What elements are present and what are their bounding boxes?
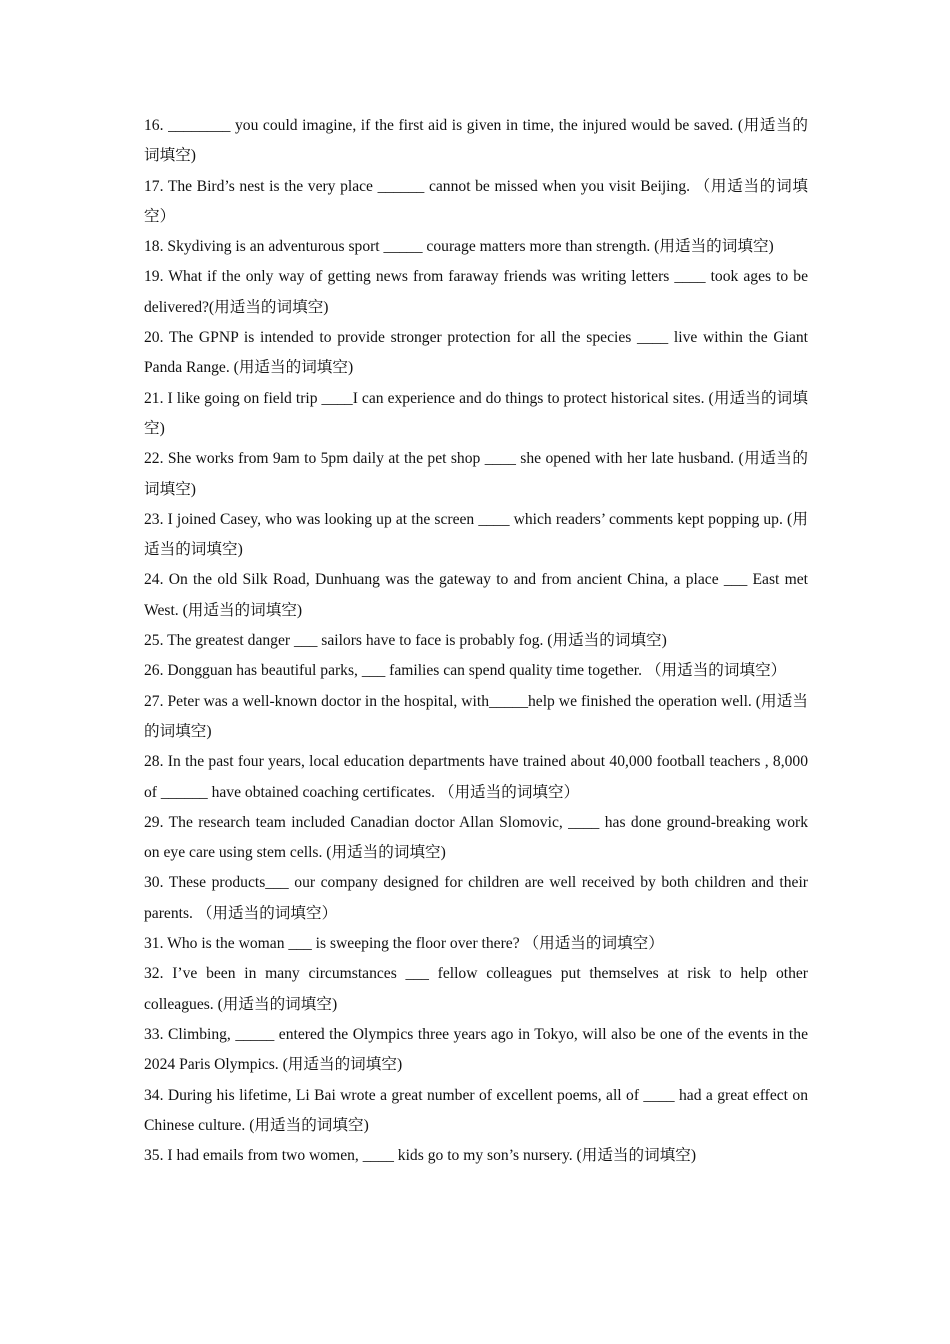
- question-text: Peter was a well-known doctor in the hospital, with_____help we finished the operation well. (用适当的词填空): [144, 692, 808, 740]
- question-item: [144, 323, 808, 384]
- question-item: [144, 1141, 808, 1171]
- question-number: 31.: [144, 935, 164, 953]
- question-item: [144, 384, 808, 445]
- question-item: [144, 808, 808, 869]
- question-text: During his lifetime, Li Bai wrote a great number of excellent poems, all of ____ had a great effect on Chinese culture. (用适当的词填空): [144, 1086, 808, 1134]
- question-number: 22.: [144, 450, 164, 468]
- question-number: 29.: [144, 813, 164, 831]
- question-number: 17.: [144, 177, 164, 195]
- question-text: I like going on field trip ____I can experience and do things to protect historical sites. (用适当的词填空): [144, 389, 808, 437]
- question-item: [144, 172, 808, 233]
- question-item: [144, 868, 808, 929]
- question-text: Who is the woman ___ is sweeping the floor over there? （用适当的词填空）: [167, 935, 664, 953]
- question-text: She works from 9am to 5pm daily at the pet shop ____ she opened with her late husband. (用适当的词填空): [144, 450, 808, 498]
- question-item: [144, 959, 808, 1020]
- question-number: 18.: [144, 238, 164, 256]
- question-item: [144, 505, 808, 566]
- question-item: [144, 747, 808, 808]
- question-item: [144, 262, 808, 323]
- question-text: What if the only way of getting news from faraway friends was writing letters ____ took ages to be delivered?(用适当的词填空): [144, 268, 808, 316]
- question-number: 32.: [144, 965, 164, 983]
- question-number: 30.: [144, 874, 164, 892]
- question-number: 19.: [144, 268, 164, 286]
- question-item: [144, 1081, 808, 1142]
- question-text: ________ you could imagine, if the first aid is given in time, the injured would be saved. (用适当的词填空): [144, 117, 808, 165]
- question-number: 21.: [144, 389, 164, 407]
- question-text: I joined Casey, who was looking up at the screen ____ which readers’ comments kept popping up. (用适当的词填空): [144, 510, 808, 559]
- question-number: 28.: [144, 753, 164, 771]
- question-number: 16.: [144, 117, 164, 134]
- question-item: [144, 444, 808, 505]
- question-number: 20.: [144, 329, 164, 347]
- question-item: [144, 929, 808, 959]
- question-text: On the old Silk Road, Dunhuang was the gateway to and from ancient China, a place ___ East met West. (用适当的词填空): [144, 571, 808, 619]
- question-item: [144, 687, 808, 748]
- question-text: Skydiving is an adventurous sport _____ courage matters more than strength. (用适当的词填空): [167, 238, 774, 256]
- question-number: 35.: [144, 1147, 164, 1165]
- question-number: 24.: [144, 571, 164, 589]
- question-text: Dongguan has beautiful parks, ___ families can spend quality time together. （用适当的词填空）: [167, 662, 787, 680]
- question-text: In the past four years, local education departments have trained about 40,000 football teachers , 8,000 of ______ have obtained coaching certificates. （用适当的词填空）: [144, 753, 808, 801]
- question-number: 23.: [144, 510, 164, 528]
- question-number: 34.: [144, 1086, 164, 1104]
- question-item: [144, 1020, 808, 1081]
- question-text: The greatest danger ___ sailors have to face is probably fog. (用适当的词填空): [167, 632, 667, 650]
- question-number: 25.: [144, 632, 164, 650]
- question-text: The GPNP is intended to provide stronger protection for all the species ____ live within the Giant Panda Range. (用适当的词填空): [144, 329, 808, 377]
- question-number: 26.: [144, 662, 164, 680]
- question-text: The Bird’s nest is the very place ______ cannot be missed when you visit Beijing. （用适当的词填空）: [144, 177, 808, 225]
- question-item: [144, 656, 808, 686]
- question-number: 33.: [144, 1025, 164, 1043]
- question-item: [144, 565, 808, 626]
- question-number: 27.: [144, 692, 164, 710]
- question-text: The research team included Canadian doctor Allan Slomovic, ____ has done ground-breaking work on eye care using stem cells. (用适当的词填空): [144, 813, 809, 862]
- question-text: I had emails from two women, ____ kids go to my son’s nursery. (用适当的词填空): [167, 1147, 697, 1165]
- question-text: Climbing, _____ entered the Olympics three years ago in Tokyo, will also be one of the events in the 2024 Paris Olympics. (用适当的词填空): [144, 1025, 808, 1074]
- question-item: [144, 111, 808, 172]
- question-list: [144, 111, 808, 1171]
- question-text: I’ve been in many circumstances ___ fellow colleagues put themselves at risk to help other colleagues. (用适当的词填空): [144, 965, 808, 1013]
- question-item: [144, 626, 808, 656]
- question-item: [144, 232, 808, 262]
- question-text: These products___ our company designed for children are well received by both children and their parents. （用适当的词填空）: [144, 874, 808, 922]
